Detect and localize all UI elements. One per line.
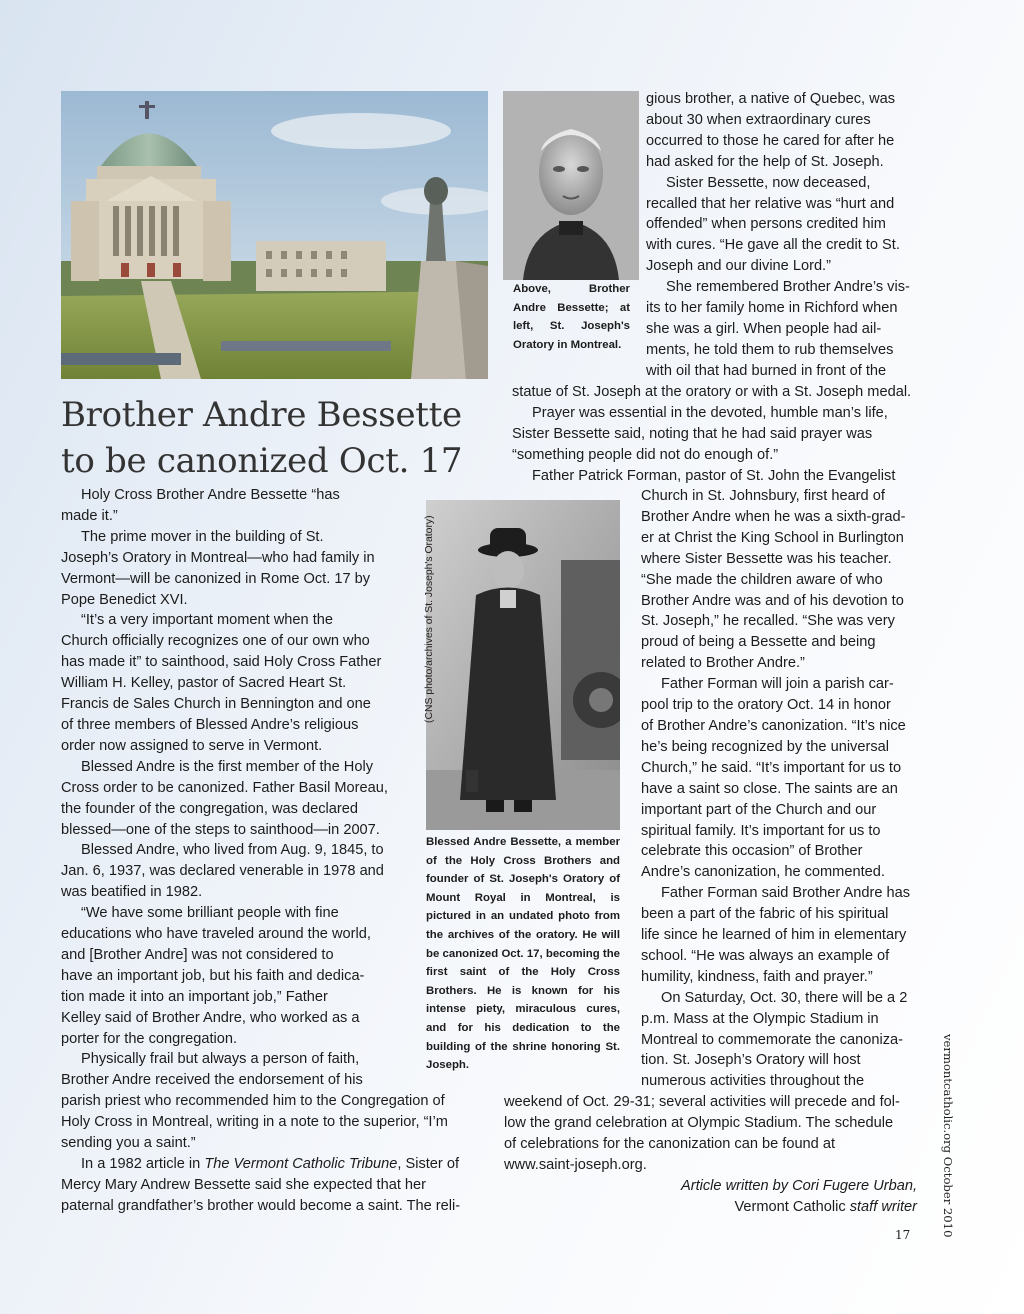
text-line: She remembered Brother Andre’s vis- <box>666 279 910 296</box>
text-line: Francis de Sales Church in Bennington and one <box>61 696 371 713</box>
text-line: Blessed Andre, who lived from Aug. 9, 1845, to <box>81 842 384 859</box>
text-line: William H. Kelley, pastor of Sacred Heart St. <box>61 675 347 692</box>
text-line: weekend of Oct. 29-31; several activities will precede and fol- <box>504 1094 900 1110</box>
text-line: blessed—one of the steps to sainthood—in 2007. <box>61 821 380 838</box>
text-line: where Sister Bessette was his teacher. <box>641 550 892 567</box>
column-1-lower <box>61 1091 481 1216</box>
text-line: pool trip to the oratory Oct. 14 in honor <box>641 697 891 714</box>
text-line: On Saturday, Oct. 30, there will be a 2 <box>661 989 908 1006</box>
text-line: www.saint-joseph.org. <box>504 1156 647 1173</box>
text-line: have an important job, but his faith and dedica- <box>61 967 365 984</box>
text-line: Sister Bessette, now deceased, <box>666 174 871 191</box>
text-line: Holy Cross Brother Andre Bessette “has <box>81 487 340 503</box>
text-line: ments, he told them to rub themselves <box>646 341 894 358</box>
text-line: occurred to those he cared for after he <box>646 132 895 149</box>
text-line: and [Brother Andre] was not considered to <box>61 946 334 963</box>
text-line: Joseph’s Oratory in Montreal—who had family in <box>61 549 375 566</box>
text-line: tion made it into an important job,” Father <box>61 988 328 1005</box>
text-line: Holy Cross in Montreal, writing in a note to the superior, “I’m <box>61 1113 448 1130</box>
text-line: Kelley said of Brother Andre, who worked as a <box>61 1009 360 1026</box>
text-fragment: In a 1982 article in <box>81 1155 205 1172</box>
text-line: had asked for the help of St. Joseph. <box>646 153 884 170</box>
publication-name: The Vermont Catholic Tribune <box>204 1155 398 1172</box>
text-line: Church,” he said. “It’s important for us to <box>641 759 902 776</box>
text-line: Cross order to be canonized. Father Basil Moreau, <box>61 779 388 796</box>
text-line: Jan. 6, 1937, was declared venerable in 1978 and <box>61 863 384 880</box>
text-line: statue of St. Joseph at the oratory or with a St. Joseph medal. <box>512 384 912 400</box>
text-line: Prayer was essential in the devoted, humble man’s life, <box>532 404 888 421</box>
text-line: Father Forman will join a parish car- <box>661 676 894 693</box>
text-line: with oil that had burned in front of the <box>646 362 887 379</box>
text-line <box>61 1154 481 1175</box>
text-line: educations who have traveled around the world, <box>61 926 371 943</box>
text-line: “It’s a very important moment when the <box>81 612 333 629</box>
text-line: made it.” <box>61 507 118 524</box>
text-line: spiritual family. It’s important for us to <box>641 822 881 839</box>
text-line: life since he learned of him in elementary <box>641 927 907 944</box>
text-line: of three members of Blessed Andre’s religious <box>61 716 359 733</box>
text-line: of celebrations for the canonization can be found at <box>504 1135 836 1152</box>
text-line: proud of being a Bessette and being <box>641 634 876 651</box>
text-line: with cures. “He gave all the credit to St. <box>646 237 900 254</box>
text-line: recalled that her relative was “hurt and <box>646 195 895 212</box>
text-line: parish priest who recommended him to the Congregation of <box>61 1093 445 1109</box>
text-line: Brother Andre received the endorsement of his <box>61 1072 363 1089</box>
text-line: have a saint so close. The saints are an <box>641 780 898 797</box>
byline <box>600 1176 917 1218</box>
brother-andre-standing-photo <box>426 500 620 830</box>
text-line: Montreal to commemorate the canoniza- <box>641 1031 903 1048</box>
brother-andre-portrait-photo <box>503 91 639 280</box>
caption-top: Above, Brother Andre Bessette; at left, St. Joseph's Oratory in Montreal. <box>513 283 630 351</box>
text-line: has made it” to sainthood, said Holy Cross Father <box>61 654 382 671</box>
caption-bottom: Blessed Andre Bessette, a member of the Holy Cross Brothers and founder of St. Joseph's Oratory of Mount Royal in Montreal, is pictured in an undated photo from the archives of the oratory. He will be canonized Oct. 17, becoming the first saint of the Holy Cross Brothers. He is known for his intense piety, miraculous cures, and for his dedication to the building of the shrine honoring St. Joseph. <box>426 836 620 1072</box>
text-line: St. Joseph,” he recalled. “She was very <box>641 613 895 630</box>
text-line: er at Christ the King School in Burlington <box>641 529 904 546</box>
column-1-upper <box>61 485 406 1091</box>
text-line: “She made the children aware of who <box>641 571 883 588</box>
text-line: school. “He was always an example of <box>641 947 890 964</box>
text-line: celebrate this occasion” of Brother <box>641 843 863 860</box>
site-issue-label: vermontcatholic.org October 2010 <box>941 1034 955 1238</box>
oratory-photo <box>61 91 488 379</box>
text-line: gious brother, a native of Quebec, was <box>646 91 896 107</box>
title-line-2: to be canonized Oct. 17 <box>61 441 463 481</box>
text-line: Sister Bessette said, noting that he had said prayer was <box>512 425 873 442</box>
text-line: low the grand celebration at Olympic Stadium. The schedule <box>504 1114 894 1131</box>
text-line: Brother Andre when he was a sixth-grad- <box>641 508 906 525</box>
text-line: was beatified in 1982. <box>61 884 203 901</box>
text-line: Andre’s canonization, he commented. <box>641 864 885 881</box>
photo-credit: (CNS photo/archives of St. Joseph's Oratory) <box>424 515 435 723</box>
text-line: the founder of the congregation, was declared <box>61 800 358 817</box>
text-line: she was a girl. When people had ail- <box>646 320 882 337</box>
title-line-1: Brother Andre Bessette <box>61 395 462 435</box>
page-number: 17 <box>895 1228 911 1242</box>
article-title <box>61 392 501 484</box>
text-line: “something people did not do enough of.” <box>512 446 779 463</box>
text-line: The prime mover in the building of St. <box>81 528 324 545</box>
text-line: numerous activities throughout the <box>641 1073 865 1090</box>
text-line: related to Brother Andre.” <box>641 655 805 672</box>
text-line: porter for the congregation. <box>61 1030 238 1047</box>
text-line: important part of the Church and our <box>641 801 877 818</box>
text-line: Mercy Mary Andrew Bessette said she expected that her <box>61 1176 427 1193</box>
text-line: Father Forman said Brother Andre has <box>661 885 911 902</box>
text-fragment: , Sister of <box>397 1155 460 1172</box>
text-line: paternal grandfather’s brother would become a saint. The reli- <box>61 1197 461 1214</box>
text-line: Joseph and our divine Lord.” <box>646 258 831 275</box>
text-line: “We have some brilliant people with fine <box>81 905 339 922</box>
text-line: Brother Andre was and of his devotion to <box>641 592 904 609</box>
text-line: tion. St. Joseph’s Oratory will host <box>641 1052 861 1069</box>
text-line: about 30 when extraordinary cures <box>646 111 871 128</box>
column-2-top <box>646 89 926 382</box>
text-line: humility, kindness, faith and prayer.” <box>641 968 873 985</box>
text-line: he’s being recognized by the universal <box>641 738 889 755</box>
byline-author: Article written by Cori Fugere Urban, <box>680 1178 917 1194</box>
text-line: Pope Benedict XVI. <box>61 591 188 608</box>
text-line: sending you a saint.” <box>61 1134 196 1151</box>
byline-role: staff writer <box>849 1198 917 1215</box>
text-line: Blessed Andre is the first member of the Holy <box>81 758 374 775</box>
byline-org: Vermont Catholic <box>734 1198 850 1215</box>
text-line: Church in St. Johnsbury, first heard of <box>641 488 885 504</box>
text-line: its to her family home in Richford when <box>646 300 898 317</box>
text-line: of Brother Andre’s canonization. “It’s nice <box>641 717 906 734</box>
column-2-wide <box>512 382 932 487</box>
text-line: Father Patrick Forman, pastor of St. John the Evangelist <box>532 467 896 484</box>
column-2-bottom <box>504 1092 924 1176</box>
text-line: Vermont—will be canonized in Rome Oct. 17 by <box>61 570 371 587</box>
text-line: Church officially recognizes one of our own who <box>61 633 370 650</box>
text-line: been a part of the fabric of his spiritual <box>641 906 889 923</box>
column-2-middle <box>641 486 931 1092</box>
text-line: order now assigned to serve in Vermont. <box>61 737 323 754</box>
text-line: offended” when persons credited him <box>646 216 886 233</box>
text-line: p.m. Mass at the Olympic Stadium in <box>641 1010 879 1027</box>
text-line: Physically frail but always a person of faith, <box>81 1051 360 1068</box>
